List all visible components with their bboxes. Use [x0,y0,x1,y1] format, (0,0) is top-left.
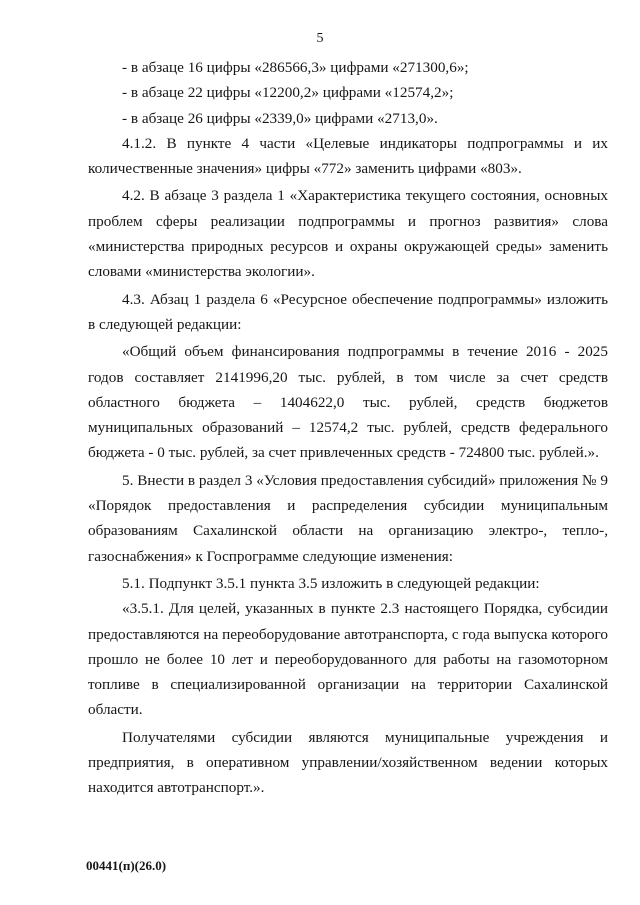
paragraph-5: 5. Внести в раздел 3 «Условия предоставления субсидий» приложения № 9 «Порядок предоставления и распределения субсидии муниципальным образованиям Сахалинской области на организацию электро-, тепло-, газоснабжения» к Госпрограмме следующие изменения: [88,471,608,565]
paragraph-4-2: 4.2. В абзаце 3 раздела 1 «Характеристика текущего состояния, основных проблем сферы реализации подпрограммы и прогноз развития» слова «министерства природных ресурсов и охраны окружающей среды» заменить словами «министерства экологии». [88,187,608,281]
paragraph-abzac-22: - в абзаце 22 цифры «12200,2» цифрами «12574,2»; [122,84,454,102]
paragraph-4-3: 4.3. Абзац 1 раздела 6 «Ресурсное обеспечение подпрограммы» изложить в следующей редакции: [88,290,608,333]
paragraph-3-5-1-quote: «3.5.1. Для целей, указанных в пункте 2.3 настоящего Порядка, субсидии предоставляются на переоборудование автотранспорта, с года выпуска которого прошло не более 10 лет и переоборудованного для работы на газомоторном топливе в специализированной организации на территории Сахалинской области. [88,600,608,719]
paragraph-4-1-2: 4.1.2. В пункте 4 части «Целевые индикаторы подпрограммы и их количественные значения» цифры «772» заменить цифрами «803». [88,134,608,178]
paragraph-abzac-26: - в абзаце 26 цифры «2339,0» цифрами «2713,0». [122,109,438,127]
footer-code: 00441(п)(26.0) [86,858,167,873]
page-number: 5 [316,31,324,46]
document-body [88,55,608,801]
paragraph-funding-quote: «Общий объем финансирования подпрограммы в течение 2016 - 2025 годов составляет 2141996,20 тыс. рублей, в том числе за счет средств областного бюджета – 1404622,0 тыс. рублей, средств бюджетов муниципальных образований – 12574,2 тыс. рублей, средств федерального бюджета - 0 тыс. рублей, за счет привлеченных средств - 724800 тыс. рублей.». [88,343,608,462]
paragraph-5-1: 5.1. Подпункт 3.5.1 пункта 3.5 изложить в следующей редакции: [122,574,540,592]
paragraph-abzac-16: - в абзаце 16 цифры «286566,3» цифрами «271300,6»; [122,59,469,76]
paragraph-recipients: Получателями субсидии являются муниципальные учреждения и предприятия, в оперативном управлении/хозяйственном ведении которых находится автотранспорт.». [88,728,608,797]
